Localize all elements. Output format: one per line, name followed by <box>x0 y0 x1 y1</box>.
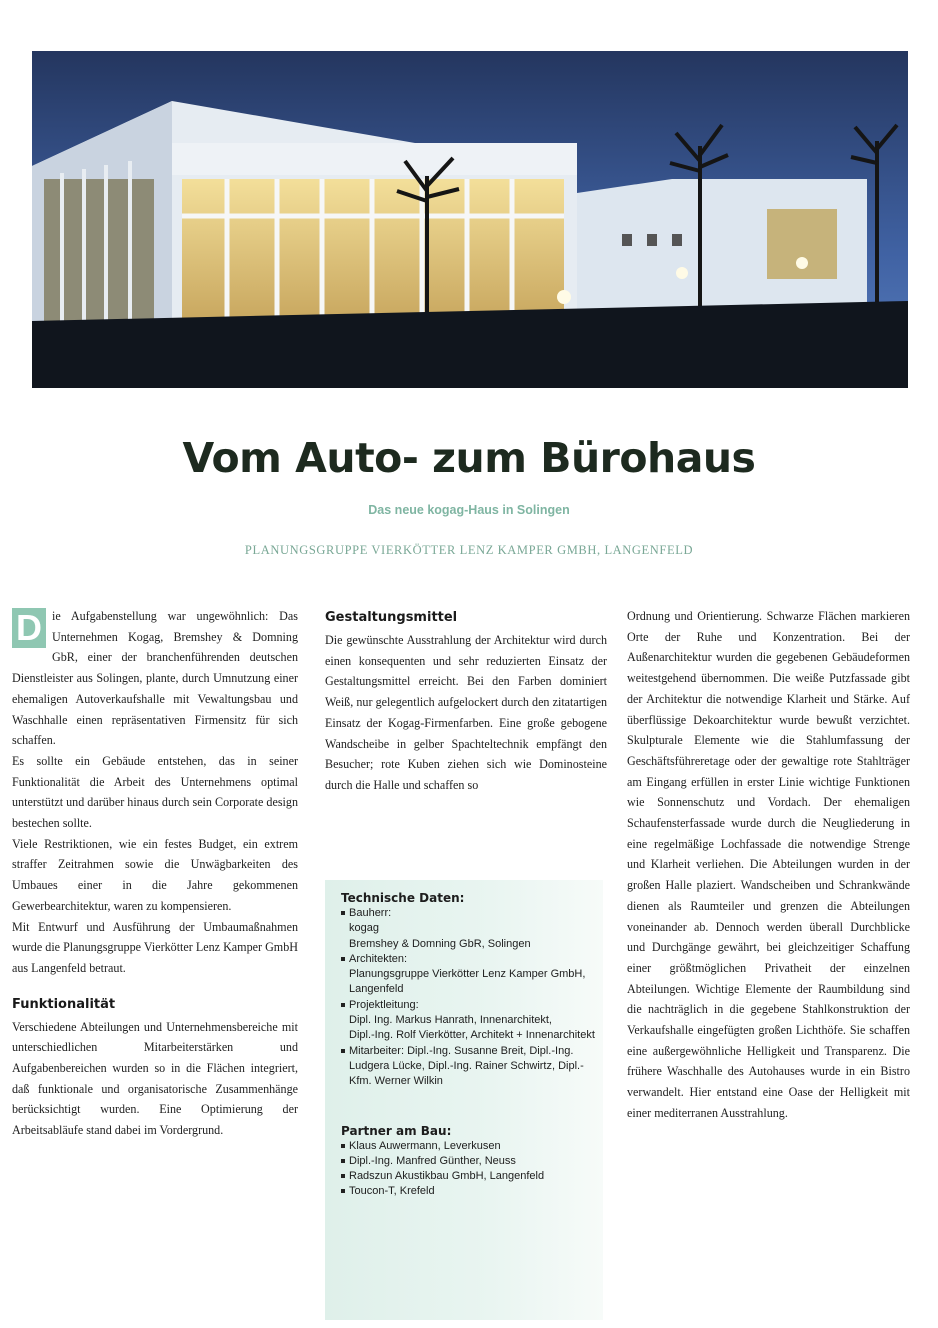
paragraph-commission: Mit Entwurf und Ausführung der Umbaumaßnahmen wurde die Planungsgruppe Vierkötter Lenz Kamper GmbH aus Langenfeld betraut. <box>12 919 298 975</box>
bullet-icon <box>341 1159 345 1163</box>
column-3 <box>627 606 910 1124</box>
paragraph-continuation: Ordnung und Orientierung. Schwarze Flächen markieren Orte der Ruhe und Konzentration. Bei der Außenarchitektur wurden die gegebenen Gebäudeformen weitestgehend übernommen. Die weiße Putzfassade gibt der Architektur die notwendige Klarheit und Stärke. Auf überflüssige Dekoarchitektur wurde bewußt verzichtet. Skulpturale Elemente wie die Stahlumfassung der Geschäftsführeretage oder der gewaltige rote Stahlträger am Eingang erfüllen in erster Linie wichtige Funktionen wie Sonnenschutz und Vordach. Der ehemaligen Schaufensterfassade wurde durch die Neugliederung in eine regelmäßige Lochfassade die notwendige Strenge und Klarheit verliehen. Die Abteilungen wurden in der großen Halle plaziert. Wandscheiben und Schrankwände dienen als Raumteiler und grenzen die Abteilungen voneinander ab. Dennoch werden überall Durchblicke und Durchgänge gewährt, bei gleichzeitiger Schaffung einer größtmöglichen Privatheit der einzelnen Abteilungen. Wichtige Elemente der Raumbildung sind die nachträglich in die gegebene Stahlkonstruktion der Verkaufshalle eingefügten großen Lichthöfe. Sie schaffen eine außergewöhnliche Helligkeit und Transparenz. Die frühere Waschhalle des Autohauses wurde in ein Bistro verwandelt. Hier entstand eine Oase der Helligkeit mit einer mediterranen Ausstrahlung. <box>627 609 910 1120</box>
tech-item-architekten: Architekten: <box>341 952 601 967</box>
technical-data-box <box>325 880 603 1320</box>
building-photo <box>32 51 908 388</box>
article-subtitle: Das neue kogag-Haus in Solingen <box>368 503 570 517</box>
bullet-icon <box>341 911 345 915</box>
partner-item: Radszun Akustikbau GmbH, Langenfeld <box>341 1169 601 1184</box>
technical-data-heading: Technische Daten: <box>341 891 465 905</box>
heading-gestaltungsmittel: Gestaltungsmittel <box>325 610 458 625</box>
tech-projekt-line-2: Dipl.-Ing. Rolf Vierkötter, Architekt + Innenarchitekt <box>349 1029 595 1042</box>
partner-item: Dipl.-Ing. Manfred Günther, Neuss <box>341 1154 601 1169</box>
tech-architekten-line: Planungsgruppe Vierkötter Lenz Kamper GmbH, Langenfeld <box>349 968 586 996</box>
column-1 <box>12 606 298 1141</box>
bullet-icon <box>341 1174 345 1178</box>
tech-item-bauherr: Bauherr: <box>341 906 601 921</box>
partner-item: Toucon-T, Krefeld <box>341 1184 601 1199</box>
tech-bauherr-line-1: kogag <box>349 922 379 935</box>
column-2 <box>325 609 607 796</box>
paragraph-funktionalitaet: Verschiedene Abteilungen und Unternehmensbereiche mit unterschiedlichen Mitarbeiterstärken und Aufgabenbereichen wurden so in die Flächen integriert, daß funktionale und organisatorische Zusammenhänge berücksichtigt wurden. Eine Optimierung der Arbeitsabläufe stand dabei im Vordergrund. <box>12 1019 298 1138</box>
paragraph-gestaltungsmittel: Die gewünschte Ausstrahlung der Architektur wird durch einen konsequenten und sehr reduzierten Einsatz der Gestaltungsmittel erreicht. Bei den Farben dominiert Weiß, nur gelegentlich aufgelockert durch den zitatartigen Einsatz der Kogag-Firmenfarben. Eine große gebogene Wandscheibe in gelber Spachteltechnik empfängt den Besucher; rote Kuben ziehen sich wie Dominosteine durch die Halle und schaffen so <box>325 633 607 792</box>
bullet-icon <box>341 1189 345 1193</box>
tech-item-projektleitung: Projektleitung: <box>341 998 601 1013</box>
drop-cap: D <box>12 608 46 648</box>
partner-item: Klaus Auwermann, Leverkusen <box>341 1139 601 1154</box>
building-photo-illustration <box>32 51 908 388</box>
paragraph-goal: Es sollte ein Gebäude entstehen, das in seiner Funktionalität die Arbeit des Unternehmens optimal unterstützt und darüber hinaus durch sein Corporate design bestechen sollte. <box>12 753 298 831</box>
tech-bauherr-line-2: Bremshey & Domning GbR, Solingen <box>349 937 531 950</box>
bullet-icon <box>341 1144 345 1148</box>
paragraph-restrictions: Viele Restriktionen, wie ein festes Budget, ein extrem straffer Zeitrahmen sowie die Unwägbarkeiten des Umbaues einer in die Jahre gekommenen Gewerbearchitektur, waren zu kompensieren. <box>12 836 298 913</box>
tech-projekt-line-1: Dipl. Ing. Markus Hanrath, Innenarchitekt, <box>349 1014 552 1027</box>
partner-heading: Partner am Bau: <box>341 1123 452 1138</box>
heading-funktionalitaet: Funktionalität <box>12 996 116 1012</box>
intro-text: ie Aufgabenstellung war ungewöhnlich: Das Unternehmen Kogag, Bremshey & Domning GbR, einer der branchenführenden deutschen Dienstleister aus Solingen, plante, durch Umnutzung einer ehemaligen Autoverkaufshalle mit Vewaltungsbau und Waschhalle einen repräsentativen Firmensitz für sich schaffen. <box>12 609 298 748</box>
tech-item-mitarbeiter: Mitarbeiter: Dipl.-Ing. Susanne Breit, Dipl.-Ing. Ludgera Lücke, Dipl.-Ing. Rainer Schwirtz, Dipl.-Kfm. Werner Wilkin <box>341 1044 601 1090</box>
intro-paragraph <box>12 606 298 751</box>
bullet-icon <box>341 1003 345 1007</box>
bullet-icon <box>341 1049 345 1053</box>
article-title: Vom Auto- zum Bürohaus <box>182 434 756 482</box>
bullet-icon <box>341 957 345 961</box>
article-authors: PLANUNGSGRUPPE VIERKÖTTER LENZ KAMPER GMBH, LANGENFELD <box>244 543 694 557</box>
